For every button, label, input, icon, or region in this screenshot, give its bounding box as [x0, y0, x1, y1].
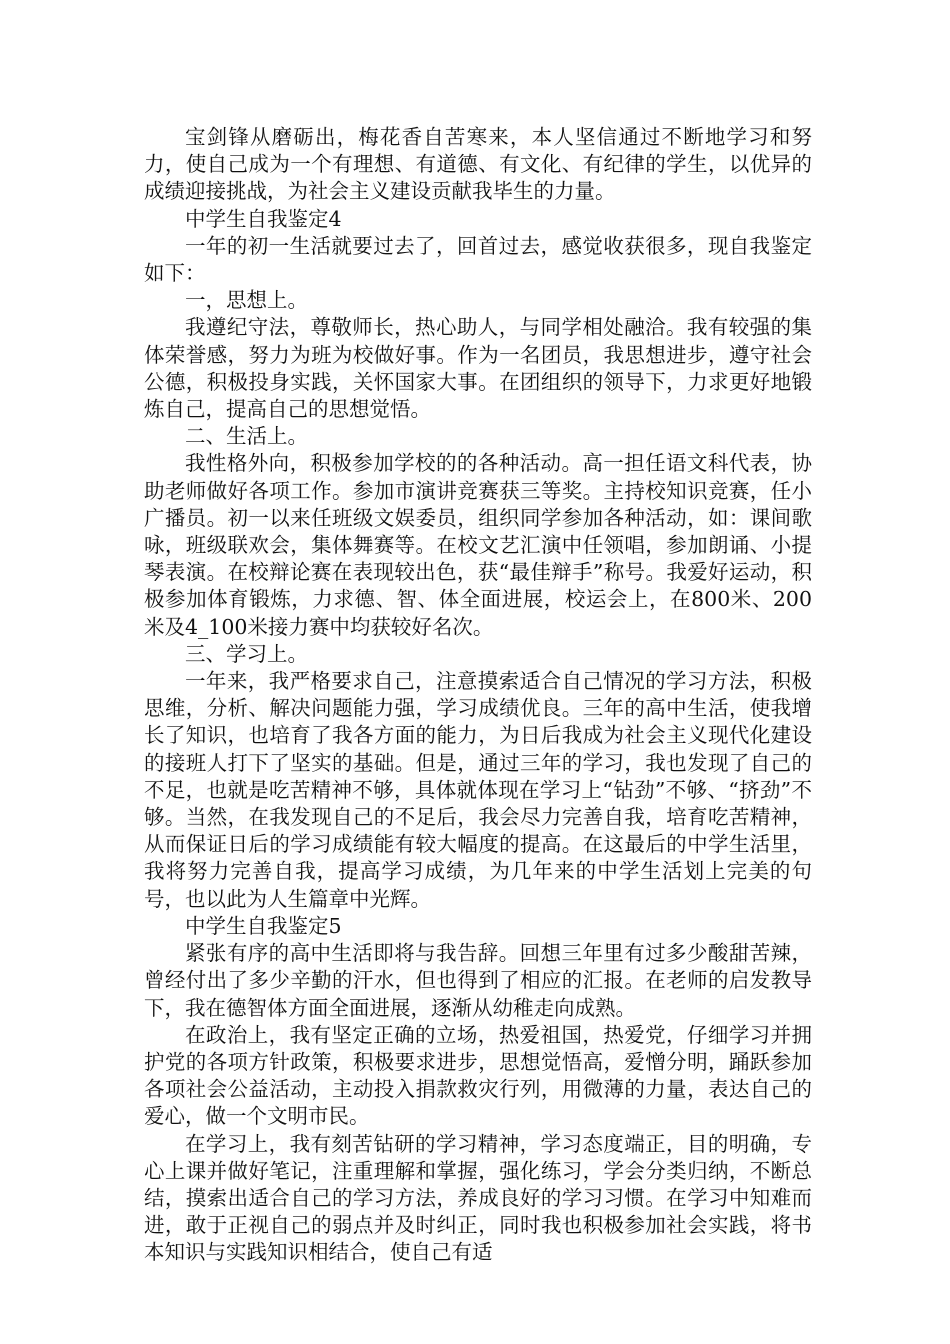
- subheading-life: 二、生活上。: [185, 424, 308, 449]
- paragraph-thought: 我遵纪守法，尊敬师长，热心助人，与同学相处融洽。我有较强的集体荣誉感，努力为班为校做好事。作为一名团员，我思想进步，遵守社会公德，积极投身实践，关怀国家大事。在团组织的领导下，力求更好地锻炼自己，提高自己的思想觉悟。: [144, 315, 812, 422]
- paragraph-learning: 在学习上，我有刻苦钻研的学习精神，学习态度端正，目的明确，专心上课并做好笔记，注重理解和掌握，强化练习，学会分类归纳，不断总结，摸索出适合自己的学习方法，养成良好的学习习惯。在学习中知难而进，敢于正视自己的弱点并及时纠正，同时我也积极参加社会实践，将书本知识与实践知识相结合，使自己有适: [144, 1131, 812, 1265]
- subheading-thought: 一，思想上。: [185, 288, 308, 313]
- paragraph-intro-4: 一年的初一生活就要过去了，回首过去，感觉收获很多，现自我鉴定如下：: [144, 233, 812, 286]
- paragraph-intro-5: 紧张有序的高中生活即将与我告辞。回想三年里有过多少酸甜苦辣，曾经付出了多少辛勤的汗水，但也得到了相应的汇报。在老师的启发教导下，我在德智体方面全面进展，逐渐从幼稚走向成熟。: [144, 941, 812, 1020]
- section-title-5: 中学生自我鉴定5: [185, 913, 342, 938]
- section-title-4: 中学生自我鉴定4: [185, 206, 342, 231]
- paragraph-study: 一年来，我严格要求自己，注意摸索适合自己情况的学习方法，积极思维，分析、解决问题能力强，学习成绩优良。三年的高中生活，使我增长了知识，也培育了我各方面的能力，为日后我成为社会主义现代化建设的接班人打下了坚实的基础。但是，通过三年的学习，我也发现了自己的不足，也就是吃苦精神不够，具体就体现在学习上“钻劲”不够、“挤劲”不够。当然，在我发现自己的不足后，我会尽力完善自我，培育吃苦精神，从而保证日后的学习成绩能有较大幅度的提高。在这最后的中学生活里，我将努力完善自我，提高学习成绩，为几年来的中学生活划上完美的句号，也以此为人生篇章中光辉。: [144, 669, 812, 911]
- paragraph-closing-statement: 宝剑锋从磨砺出，梅花香自苦寒来，本人坚信通过不断地学习和努力，使自己成为一个有理想、有道德、有文化、有纪律的学生，以优异的成绩迎接挑战，为社会主义建设贡献我毕生的力量。: [144, 125, 812, 204]
- paragraph-politics: 在政治上，我有坚定正确的立场，热爱祖国，热爱党，仔细学习并拥护党的各项方针政策，积极要求进步，思想觉悟高，爱憎分明，踊跃参加各项社会公益活动，主动投入捐款救灾行列，用微薄的力量，表达自己的爱心，做一个文明市民。: [144, 1022, 812, 1129]
- document-body: [144, 124, 812, 1267]
- paragraph-life: 我性格外向，积极参加学校的的各种活动。高一担任语文科代表，协助老师做好各项工作。参加市演讲竞赛获三等奖。主持校知识竞赛，任小广播员。初一以来任班级文娱委员，组织同学参加各种活动，如：课间歌咏，班级联欢会，集体舞赛等。在校文艺汇演中任领唱，参加朗诵、小提琴表演。在校辩论赛在表现较出色，获“最佳辩手”称号。我爱好运动，积极参加体育锻炼，力求德、智、体全面进展，校运会上，在800米、200米及4_100米接力赛中均获较好名次。: [144, 451, 812, 639]
- subheading-study: 三、学习上。: [185, 641, 308, 666]
